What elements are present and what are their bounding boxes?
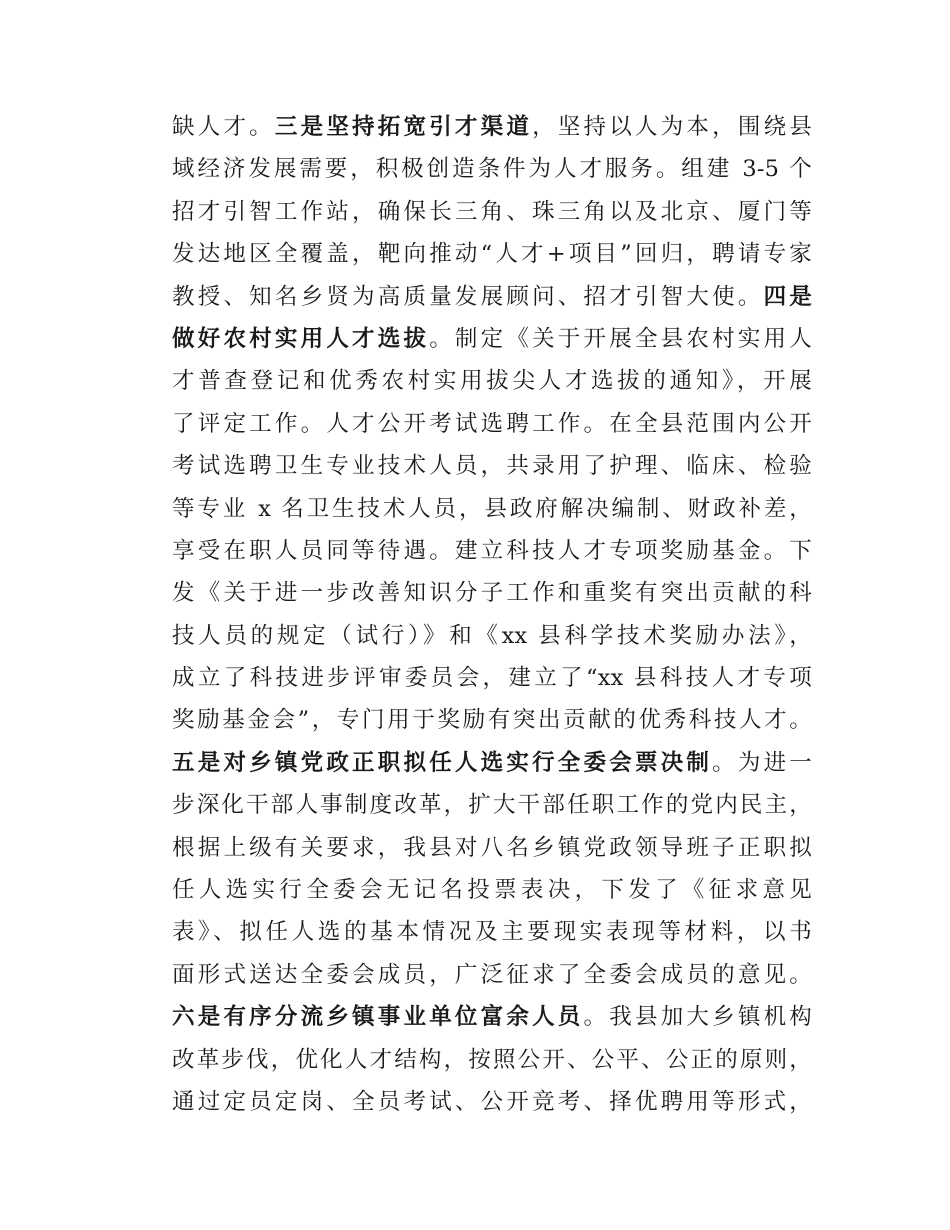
paragraph-line <box>172 784 812 826</box>
text-run: 域经济发展需要，积极创造条件为人才服务。组建 3-5 个 <box>172 156 812 183</box>
bold-heading: 五是对乡镇党政正职拟任人选实行全委会票决制 <box>172 749 713 776</box>
bold-heading: 做好农村实用人才选拔 <box>172 325 430 352</box>
paragraph-line <box>172 1039 812 1081</box>
paragraph-line <box>172 403 812 445</box>
bold-heading: 四是 <box>763 283 812 310</box>
paragraph-line <box>172 233 812 275</box>
text-run: 通过定员定岗、全员考试、公开竞考、择优聘用等形式， <box>172 1088 812 1115</box>
paragraph-line <box>172 996 812 1038</box>
text-run: 。我县加大乡镇机构 <box>583 1004 812 1031</box>
text-run: 成立了科技进步评审委员会，建立了“xx 县科技人才专项 <box>172 665 812 692</box>
text-run: 缺人才。 <box>172 114 275 140</box>
text-run: 根据上级有关要求，我县对八名乡镇党政领导班子正职拟 <box>172 834 812 861</box>
text-run: 招才引智工作站，确保长三角、珠三角以及北京、厦门等 <box>172 198 812 225</box>
text-run: 步深化干部人事制度改革，扩大干部任职工作的党内民主， <box>172 792 812 819</box>
paragraph-line <box>172 699 812 741</box>
text-run: 发《关于进一步改善知识分子工作和重奖有突出贡献的科 <box>172 580 812 607</box>
text-run: 奖励基金会”，专门用于奖励有突出贡献的优秀科技人才。 <box>172 707 812 734</box>
paragraph-line <box>172 742 812 784</box>
text-run: 。为进一 <box>712 749 812 776</box>
text-run: 享受在职人员同等待遇。建立科技人才专项奖励基金。下 <box>172 537 812 564</box>
text-run: 改革步伐，优化人才结构，按照公开、公平、公正的原则， <box>172 1046 812 1073</box>
text-run: 表》、拟任人选的基本情况及主要现实表现等材料，以书 <box>172 919 812 946</box>
bold-heading: 三是坚持拓宽引才渠道 <box>274 114 533 140</box>
text-run: 教授、知名乡贤为高质量发展顾问、招才引智大使。 <box>172 283 764 310</box>
paragraph-line <box>172 191 812 233</box>
text-run: 发达地区全覆盖，靶向推动“人才+项目”回归，聘请专家 <box>172 241 812 268</box>
text-run: 技人员的规定（试行）》和《xx 县科学技术奖励办法》， <box>172 622 812 649</box>
paragraph-line <box>172 106 812 148</box>
text-run: 面形式送达全委会成员，广泛征求了全委会成员的意见。 <box>172 961 812 988</box>
paragraph-line <box>172 488 812 530</box>
text-run: 考试选聘卫生专业技术人员，共录用了护理、临床、检验 <box>172 453 812 480</box>
paragraph-line <box>172 869 812 911</box>
text-run: 等专业 x 名卫生技术人员，县政府解决编制、财政补差， <box>172 495 812 522</box>
paragraph-line <box>172 148 812 190</box>
paragraph-line <box>172 530 812 572</box>
text-run: ，坚持以人为本，围绕县 <box>532 114 812 140</box>
bold-heading: 六是有序分流乡镇事业单位富余人员 <box>172 1004 584 1031</box>
paragraph-line <box>172 445 812 487</box>
text-run: 了评定工作。人才公开考试选聘工作。在全县范围内公开 <box>172 410 812 437</box>
text-run: 任人选实行全委会无记名投票表决，下发了《征求意见 <box>172 877 812 904</box>
paragraph-line <box>172 572 812 614</box>
paragraph-line <box>172 911 812 953</box>
paragraph-line <box>172 954 812 996</box>
paragraph-line <box>172 827 812 869</box>
paragraph-line <box>172 318 812 360</box>
paragraph-line <box>172 360 812 402</box>
paragraph-line <box>172 1081 812 1123</box>
paragraph-line <box>172 615 812 657</box>
text-run: 。制定《关于开展全县农村实用人 <box>429 325 812 352</box>
paragraph-line <box>172 657 812 699</box>
paragraph-line <box>172 276 812 318</box>
text-run: 才普查登记和优秀农村实用拔尖人才选拔的通知》，开展 <box>172 368 812 395</box>
document-body <box>172 106 812 1123</box>
